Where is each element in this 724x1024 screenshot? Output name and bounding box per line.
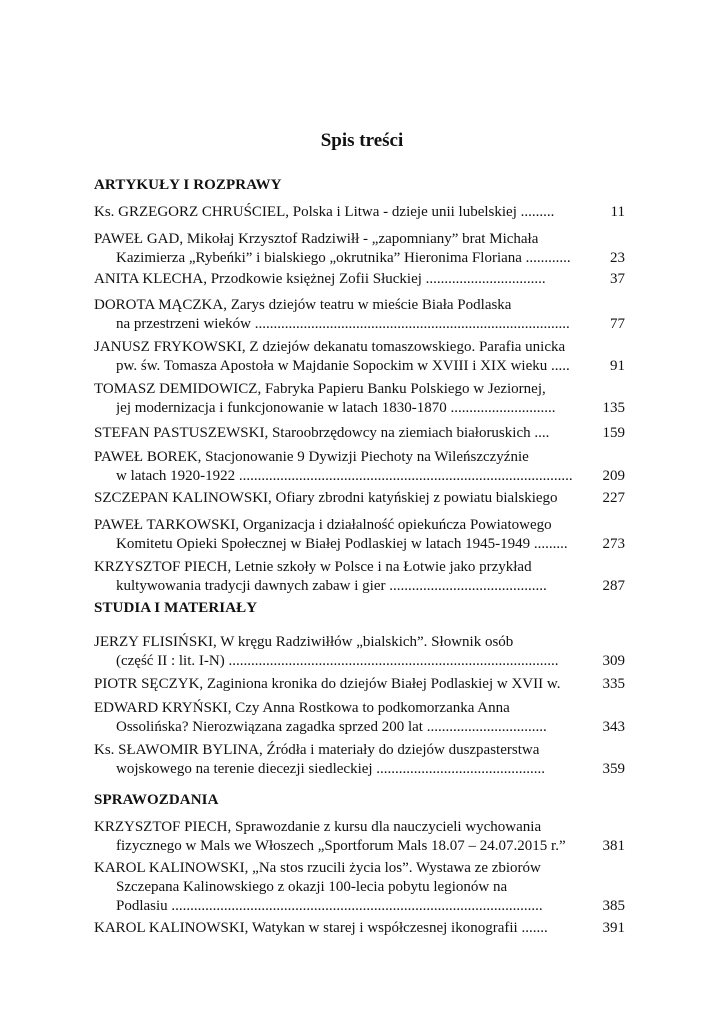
toc-entry-text: jej modernizacja i funkcjonowanie w latach 1830-1870 ............................	[116, 400, 556, 416]
toc-page-number: 77	[610, 316, 625, 332]
toc-page-number: 11	[610, 204, 625, 220]
toc-entry-text: fizycznego w Mals we Włoszech „Sportforum Mals 18.07 – 24.07.2015 r.”	[116, 838, 566, 854]
toc-entry-text: Ks. SŁAWOMIR BYLINA, Źródła i materiały do dziejów duszpasterstwa	[94, 742, 540, 758]
toc-entry-text: KRZYSZTOF PIECH, Letnie szkoły w Polsce i na Łotwie jako przykład	[94, 559, 532, 575]
toc-entry-text: Podlasiu ...................................................................................................	[116, 898, 543, 914]
toc-entry-text: ANITA KLECHA, Przodkowie księżnej Zofii Słuckiej ................................	[94, 271, 546, 287]
toc-page-number: 37	[610, 271, 625, 287]
toc-page-number: 287	[602, 578, 625, 594]
toc-entry-text: Kazimierza „Rybeńki” i bialskiego „okrutnika” Hieronima Floriana ............	[116, 250, 571, 266]
toc-entry-text: (część II : lit. I-N) ........................................................................................	[116, 653, 559, 669]
toc-entry-text: JERZY FLISIŃSKI, W kręgu Radziwiłłów „bialskich”. Słownik osób	[94, 634, 514, 650]
toc-entry[interactable]	[94, 558, 625, 596]
section-heading: SPRAWOZDANIA	[94, 792, 219, 808]
toc-entry-text: KAROL KALINOWSKI, Watykan w starej i współczesnej ikonografii .......	[94, 920, 548, 936]
toc-entry[interactable]	[94, 675, 625, 694]
toc-page-number: 273	[602, 536, 625, 552]
toc-entry[interactable]	[94, 489, 625, 508]
toc-page-number: 309	[602, 653, 625, 669]
toc-entry-text: PAWEŁ BOREK, Stacjonowanie 9 Dywizji Piechoty na Wileńszczyźnie	[94, 449, 529, 465]
toc-entry[interactable]	[94, 270, 625, 289]
toc-entry-text: Ossolińska? Nierozwiązana zagadka sprzed 200 lat ................................	[116, 719, 547, 735]
toc-page-number: 335	[602, 676, 625, 692]
toc-page-number: 359	[602, 761, 625, 777]
toc-entry-text: STEFAN PASTUSZEWSKI, Staroobrzędowcy na ziemiach białoruskich ....	[94, 425, 550, 441]
toc-entry-text: KAROL KALINOWSKI, „Na stos rzucili życia los”. Wystawa ze zbiorów	[94, 860, 541, 876]
toc-page-number: 135	[602, 400, 625, 416]
toc-page-number: 343	[602, 719, 625, 735]
toc-entry[interactable]	[94, 424, 625, 443]
toc-page-number: 227	[602, 490, 625, 506]
toc-page-number: 23	[610, 250, 625, 266]
toc-entry[interactable]	[94, 818, 625, 856]
toc-entry-text: DOROTA MĄCZKA, Zarys dziejów teatru w mieście Biała Podlaska	[94, 297, 512, 313]
toc-entry-text: PAWEŁ TARKOWSKI, Organizacja i działalność opiekuńcza Powiatowego	[94, 517, 552, 533]
toc-entry[interactable]	[94, 203, 625, 222]
toc-entry-text: na przestrzeni wieków ....................................................................................	[116, 316, 570, 332]
toc-entry-text: PAWEŁ GAD, Mikołaj Krzysztof Radziwiłł - „zapomniany” brat Michała	[94, 231, 539, 247]
toc-entry-text: PIOTR SĘCZYK, Zaginiona kronika do dziejów Białej Podlaskiej w XVII w.	[94, 676, 561, 692]
toc-entry-text: wojskowego na terenie diecezji siedleckiej .............................................	[116, 761, 546, 777]
section-heading: STUDIA I MATERIAŁY	[94, 600, 258, 616]
toc-entry-text: JANUSZ FRYKOWSKI, Z dziejów dekanatu tomaszowskiego. Parafia unicka	[94, 339, 566, 355]
toc-entry[interactable]	[94, 859, 625, 916]
toc-entry[interactable]	[94, 296, 625, 334]
toc-page-number: 209	[602, 468, 625, 484]
toc-entry-text: Komitetu Opieki Społecznej w Białej Podlaskiej w latach 1945-1949 .........	[116, 536, 568, 552]
toc-page-number: 391	[602, 920, 625, 936]
toc-page-number: 159	[602, 425, 625, 441]
toc-entry-text: Szczepana Kalinowskiego z okazji 100-lecia pobytu legionów na	[116, 879, 508, 895]
toc-entry-text: KRZYSZTOF PIECH, Sprawozdanie z kursu dla nauczycieli wychowania	[94, 819, 542, 835]
toc-entry[interactable]	[94, 338, 625, 376]
toc-entry-text: SZCZEPAN KALINOWSKI, Ofiary zbrodni katyńskiej z powiatu bialskiego	[94, 490, 558, 506]
toc-entry-text: Ks. GRZEGORZ CHRUŚCIEL, Polska i Litwa - dzieje unii lubelskiej .........	[94, 204, 555, 220]
toc-entry[interactable]	[94, 741, 625, 779]
toc-entry[interactable]	[94, 448, 625, 486]
toc-page-number: 381	[602, 838, 625, 854]
section-heading: ARTYKUŁY I ROZPRAWY	[94, 177, 282, 193]
toc-entry-text: pw. św. Tomasza Apostoła w Majdanie Sopockim w XVIII i XIX wieku .....	[116, 358, 570, 374]
toc-entry[interactable]	[94, 633, 625, 671]
toc-entry-text: w latach 1920-1922 .........................................................................................	[116, 468, 573, 484]
toc-entry[interactable]	[94, 380, 625, 418]
toc-entry-text: kultywowania tradycji dawnych zabaw i gier ..........................................	[116, 578, 547, 594]
toc-page-number: 385	[602, 898, 625, 914]
toc-entry[interactable]	[94, 516, 625, 554]
page-title: Spis treści	[320, 130, 404, 151]
toc-entry-text: TOMASZ DEMIDOWICZ, Fabryka Papieru Banku Polskiego w Jeziornej,	[94, 381, 546, 397]
toc-entry-text: EDWARD KRYŃSKI, Czy Anna Rostkowa to podkomorzanka Anna	[94, 700, 510, 716]
toc-entry[interactable]	[94, 699, 625, 737]
toc-entry[interactable]	[94, 230, 625, 268]
toc-page-number: 91	[610, 358, 625, 374]
toc-entry[interactable]	[94, 919, 625, 938]
